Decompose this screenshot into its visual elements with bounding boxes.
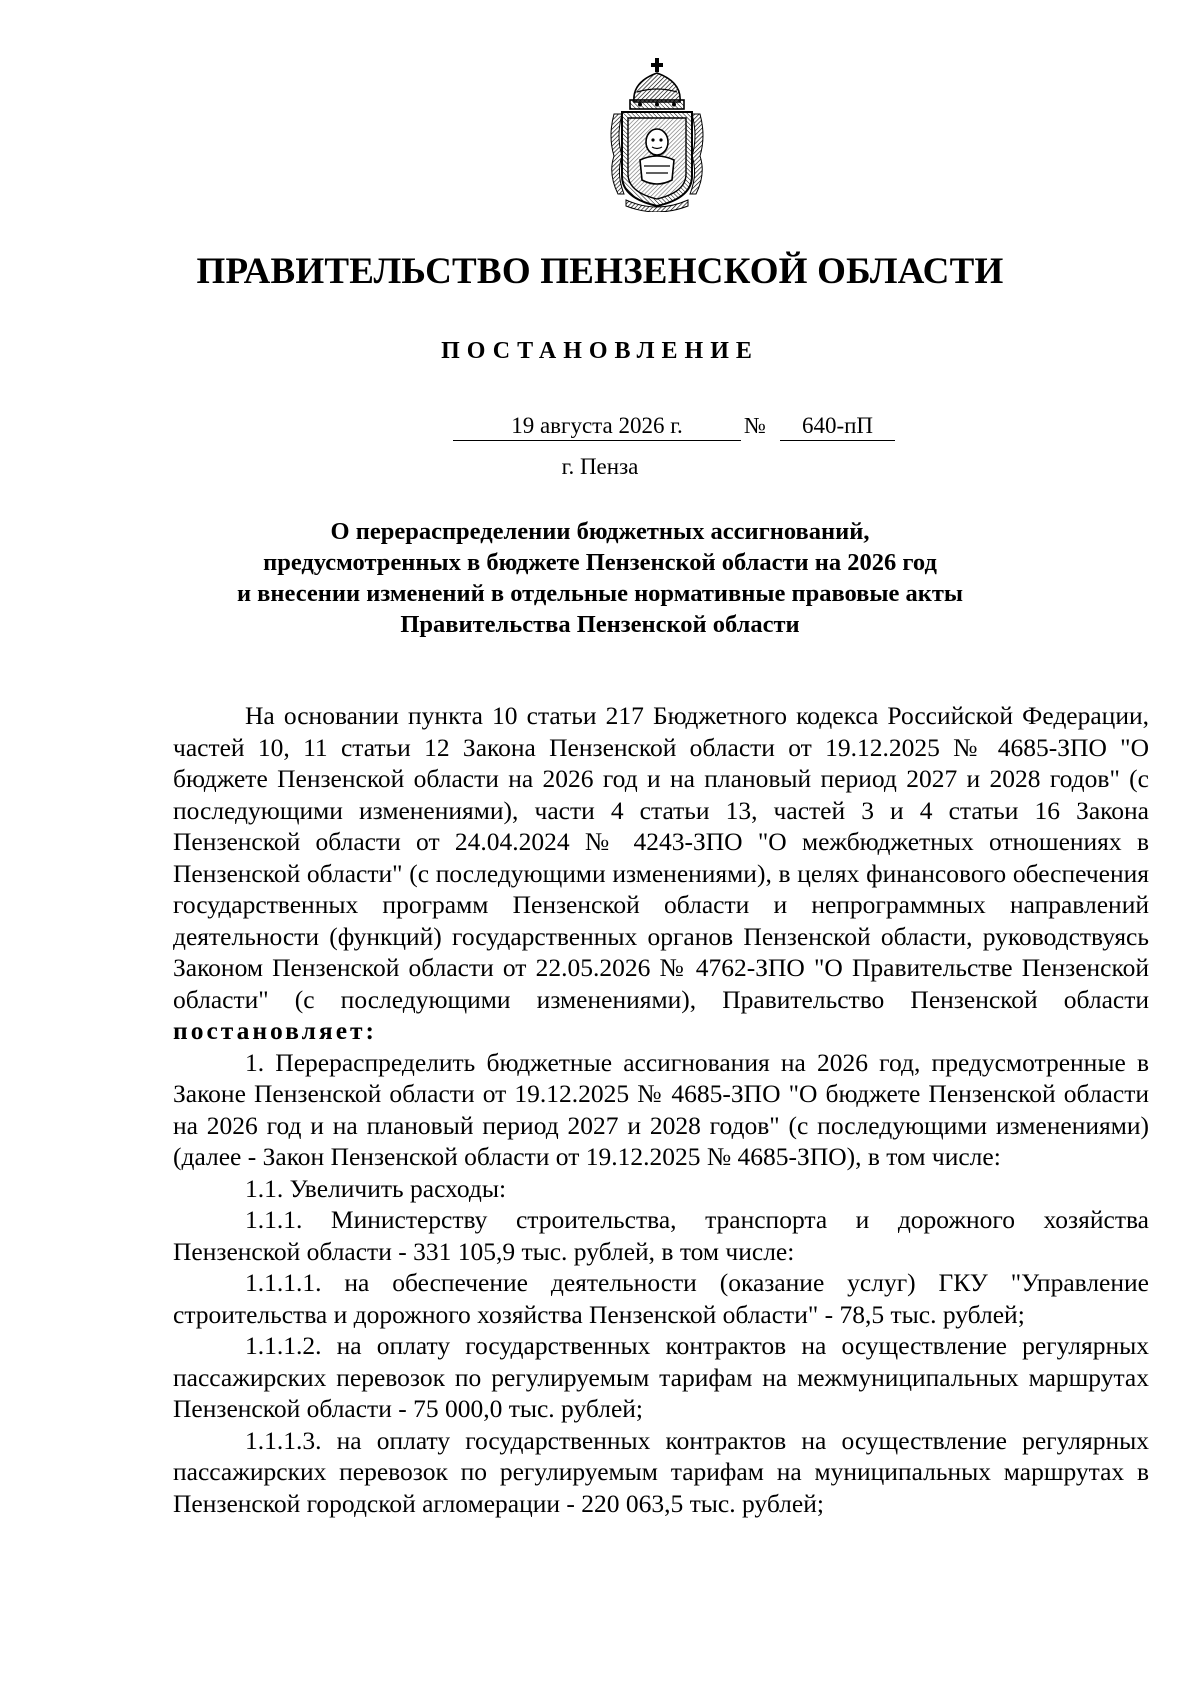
document-body <box>173 700 1149 1519</box>
number-sign: № <box>744 413 766 438</box>
clause-1-1: 1.1. Увеличить расходы: <box>245 1173 507 1203</box>
clause-1-1-1-3: 1.1.1.3. на оплату государственных контрактов на осуществление регулярных пассажирских перевозок по регулируемым тарифам на муниципальных маршрутах в Пензенской городской агломерации - 220 063,5 тыс. рублей; <box>173 1425 1149 1518</box>
subject-line: Правительства Пензенской области <box>400 611 800 638</box>
clause-1-1-1-2: 1.1.1.2. на оплату государственных контрактов на осуществление регулярных пассажирских перевозок по регулируемым тарифам на межмуниципальных маршрутах Пензенской области - 75 000,0 тыс. рублей; <box>173 1331 1149 1423</box>
document-date: 19 августа 2026 г. <box>453 412 741 441</box>
document-subject <box>170 516 1030 640</box>
subject-line: О перераспределении бюджетных ассигнований, <box>330 518 870 545</box>
preamble <box>173 700 1149 1047</box>
city: г. Пенза <box>561 454 639 479</box>
resolves-word: постановляет: <box>173 1016 378 1045</box>
document-number: 640-пП <box>780 412 895 441</box>
document-type: ПОСТАНОВЛЕНИЕ <box>441 338 759 364</box>
date-number-line <box>0 412 1200 442</box>
subject-line: и внесении изменений в отдельные нормативные правовые акты <box>236 580 964 607</box>
clause-1-1-1: 1.1.1. Министерству строительства, транспорта и дорожного хозяйства Пензенской области - 331 105,9 тыс. рублей, в том числе: <box>173 1205 1149 1266</box>
government-title: ПРАВИТЕЛЬСТВО ПЕНЗЕНСКОЙ ОБЛАСТИ <box>196 251 1004 292</box>
coat-of-arms-icon <box>604 56 710 212</box>
preamble-text: На основании пункта 10 статьи 217 Бюджетного кодекса Российской Федерации, частей 10, 11 статьи 12 Закона Пензенской области от 19.12.2025 № 4685-ЗПО "О бюджете Пензенской области на 2026 год и на плановый период 2027 и 2028 годов" (с последующими изменениями), части 4 статьи 13, частей 3 и 4 статьи 16 Закона Пензенской области от 24.04.2024 № 4243-ЗПО "О межбюджетных отношениях в Пензенской области" (с последующими изменениями), в целях финансового обеспечения государственных программ Пензенской области и непрограммных направлений деятельности (функций) государственных органов Пензенской области, руководствуясь Законом Пензенской области от 22.05.2026 № 4762-ЗПО "О Правительстве Пензенской области" (с последующими изменениями), Правительство Пензенской области <box>173 701 1149 1014</box>
clause-1: 1. Перераспределить бюджетные ассигнования на 2026 год, предусмотренные в Законе Пензенской области от 19.12.2025 № 4685-ЗПО "О бюджете Пензенской области на 2026 год и на плановый период 2027 и 2028 годов" (с последующими изменениями) (далее - Закон Пензенской области от 19.12.2025 № 4685-ЗПО), в том числе: <box>173 1047 1149 1171</box>
clause-1-1-1-1: 1.1.1.1. на обеспечение деятельности (оказание услуг) ГКУ "Управление строительства и дорожного хозяйства Пензенской области" - 78,5 тыс. рублей; <box>173 1268 1149 1329</box>
subject-line: предусмотренных в бюджете Пензенской области на 2026 год <box>263 549 937 576</box>
